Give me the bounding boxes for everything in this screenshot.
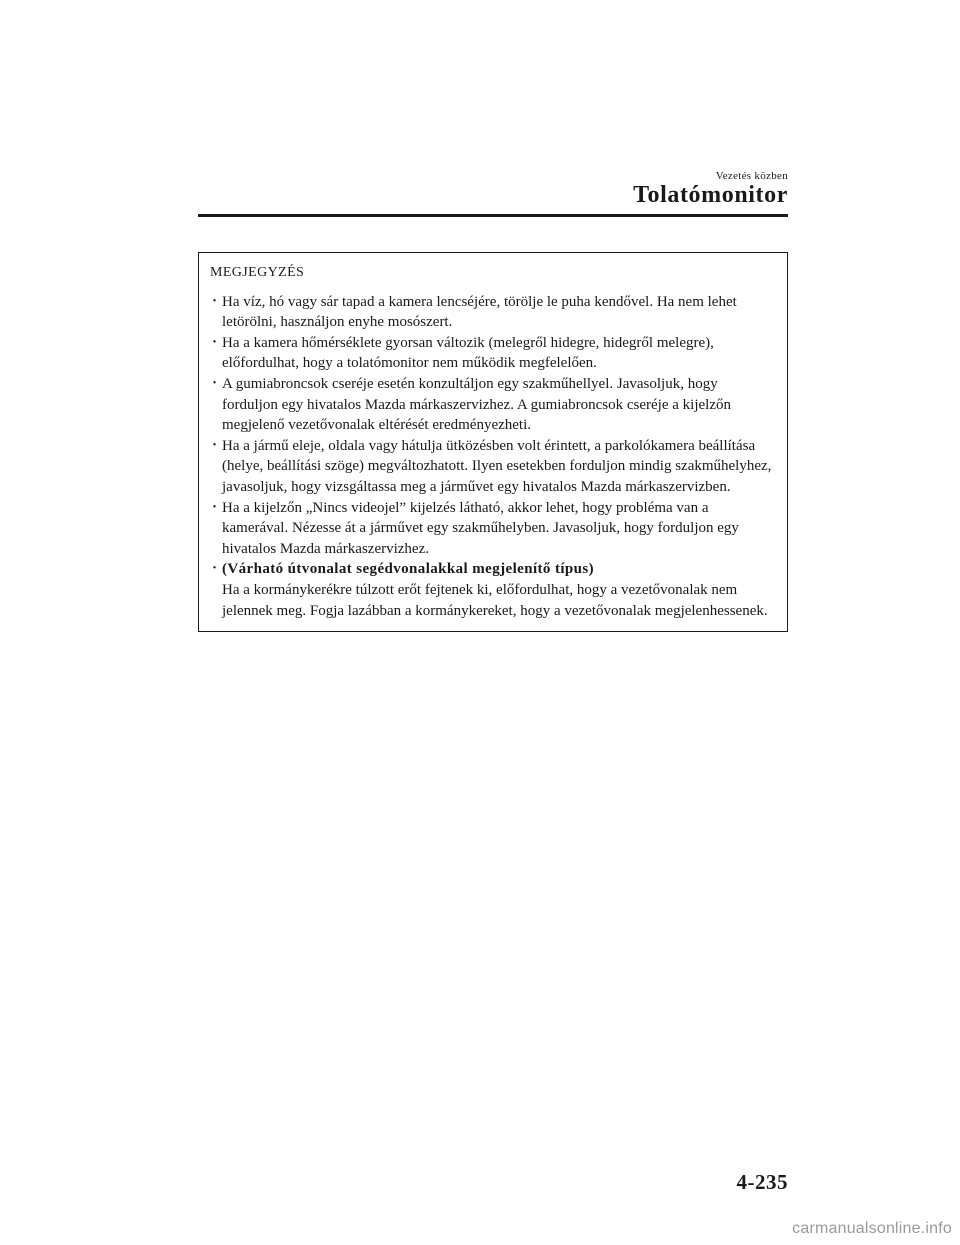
note-item-text: A gumiabroncsok cseréje esetén konzultáljon egy szakműhellyel. Javasoljuk, hogy forduljon egy hivatalos Mazda márkaszervizhez. A gumiabroncsok cseréje a kijelzőn megjelenő vezetővonalak eltérését eredményezheti. bbox=[222, 375, 731, 434]
note-item-text: Ha a kormánykerékre túlzott erőt fejtenek ki, előfordulhat, hogy a vezetővonalak nem jelennek meg. Fogja lazábban a kormánykereket, hogy a vezetővonalak megjelenhessenek. bbox=[222, 581, 768, 619]
note-item bbox=[210, 498, 775, 560]
note-title: MEGJEGYZÉS bbox=[210, 265, 305, 280]
header-rule bbox=[198, 214, 788, 217]
watermark-text: carmanualsonline.info bbox=[792, 1220, 952, 1237]
note-item bbox=[210, 374, 775, 436]
note-list bbox=[210, 292, 775, 622]
note-item-text: Ha a kijelzőn „Nincs videojel” kijelzés látható, akkor lehet, hogy probléma van a kamerával. Nézesse át a járművet egy szakműhelyben. Javasoljuk, hogy forduljon egy hivatalos Mazda márkaszervizhez. bbox=[222, 499, 739, 557]
section-title: Tolatómonitor bbox=[633, 182, 788, 208]
note-item-text: Ha a kamera hőmérséklete gyorsan változik (melegről hidegre, hidegről melegre), előfordulhat, hogy a tolatómonitor nem működik megfelelően. bbox=[222, 334, 714, 372]
note-item bbox=[210, 292, 775, 333]
note-item-text: Ha a jármű eleje, oldala vagy hátulja ütközésben volt érintett, a parkolókamera beállítása (helye, beállítási szöge) megváltozhatott. Ilyen esetekben forduljon mindig szakműhelyhez, javasoljuk, hogy vizsgáltassa meg a járművet egy hivatalos Mazda márkaszervizben. bbox=[222, 437, 772, 495]
note-item bbox=[210, 436, 775, 498]
note-box bbox=[198, 252, 788, 632]
page-number: 4-235 bbox=[736, 1170, 788, 1194]
note-item bbox=[210, 333, 775, 374]
note-item-text: Ha víz, hó vagy sár tapad a kamera lencséjére, törölje le puha kendővel. Ha nem lehet letörölni, használjon enyhe mosószert. bbox=[222, 293, 737, 331]
section-label: Vezetés közben bbox=[715, 170, 788, 182]
note-item bbox=[210, 559, 775, 621]
note-item-heading: · (Várható útvonalat segédvonalakkal megjelenítő típus) bbox=[222, 561, 595, 578]
